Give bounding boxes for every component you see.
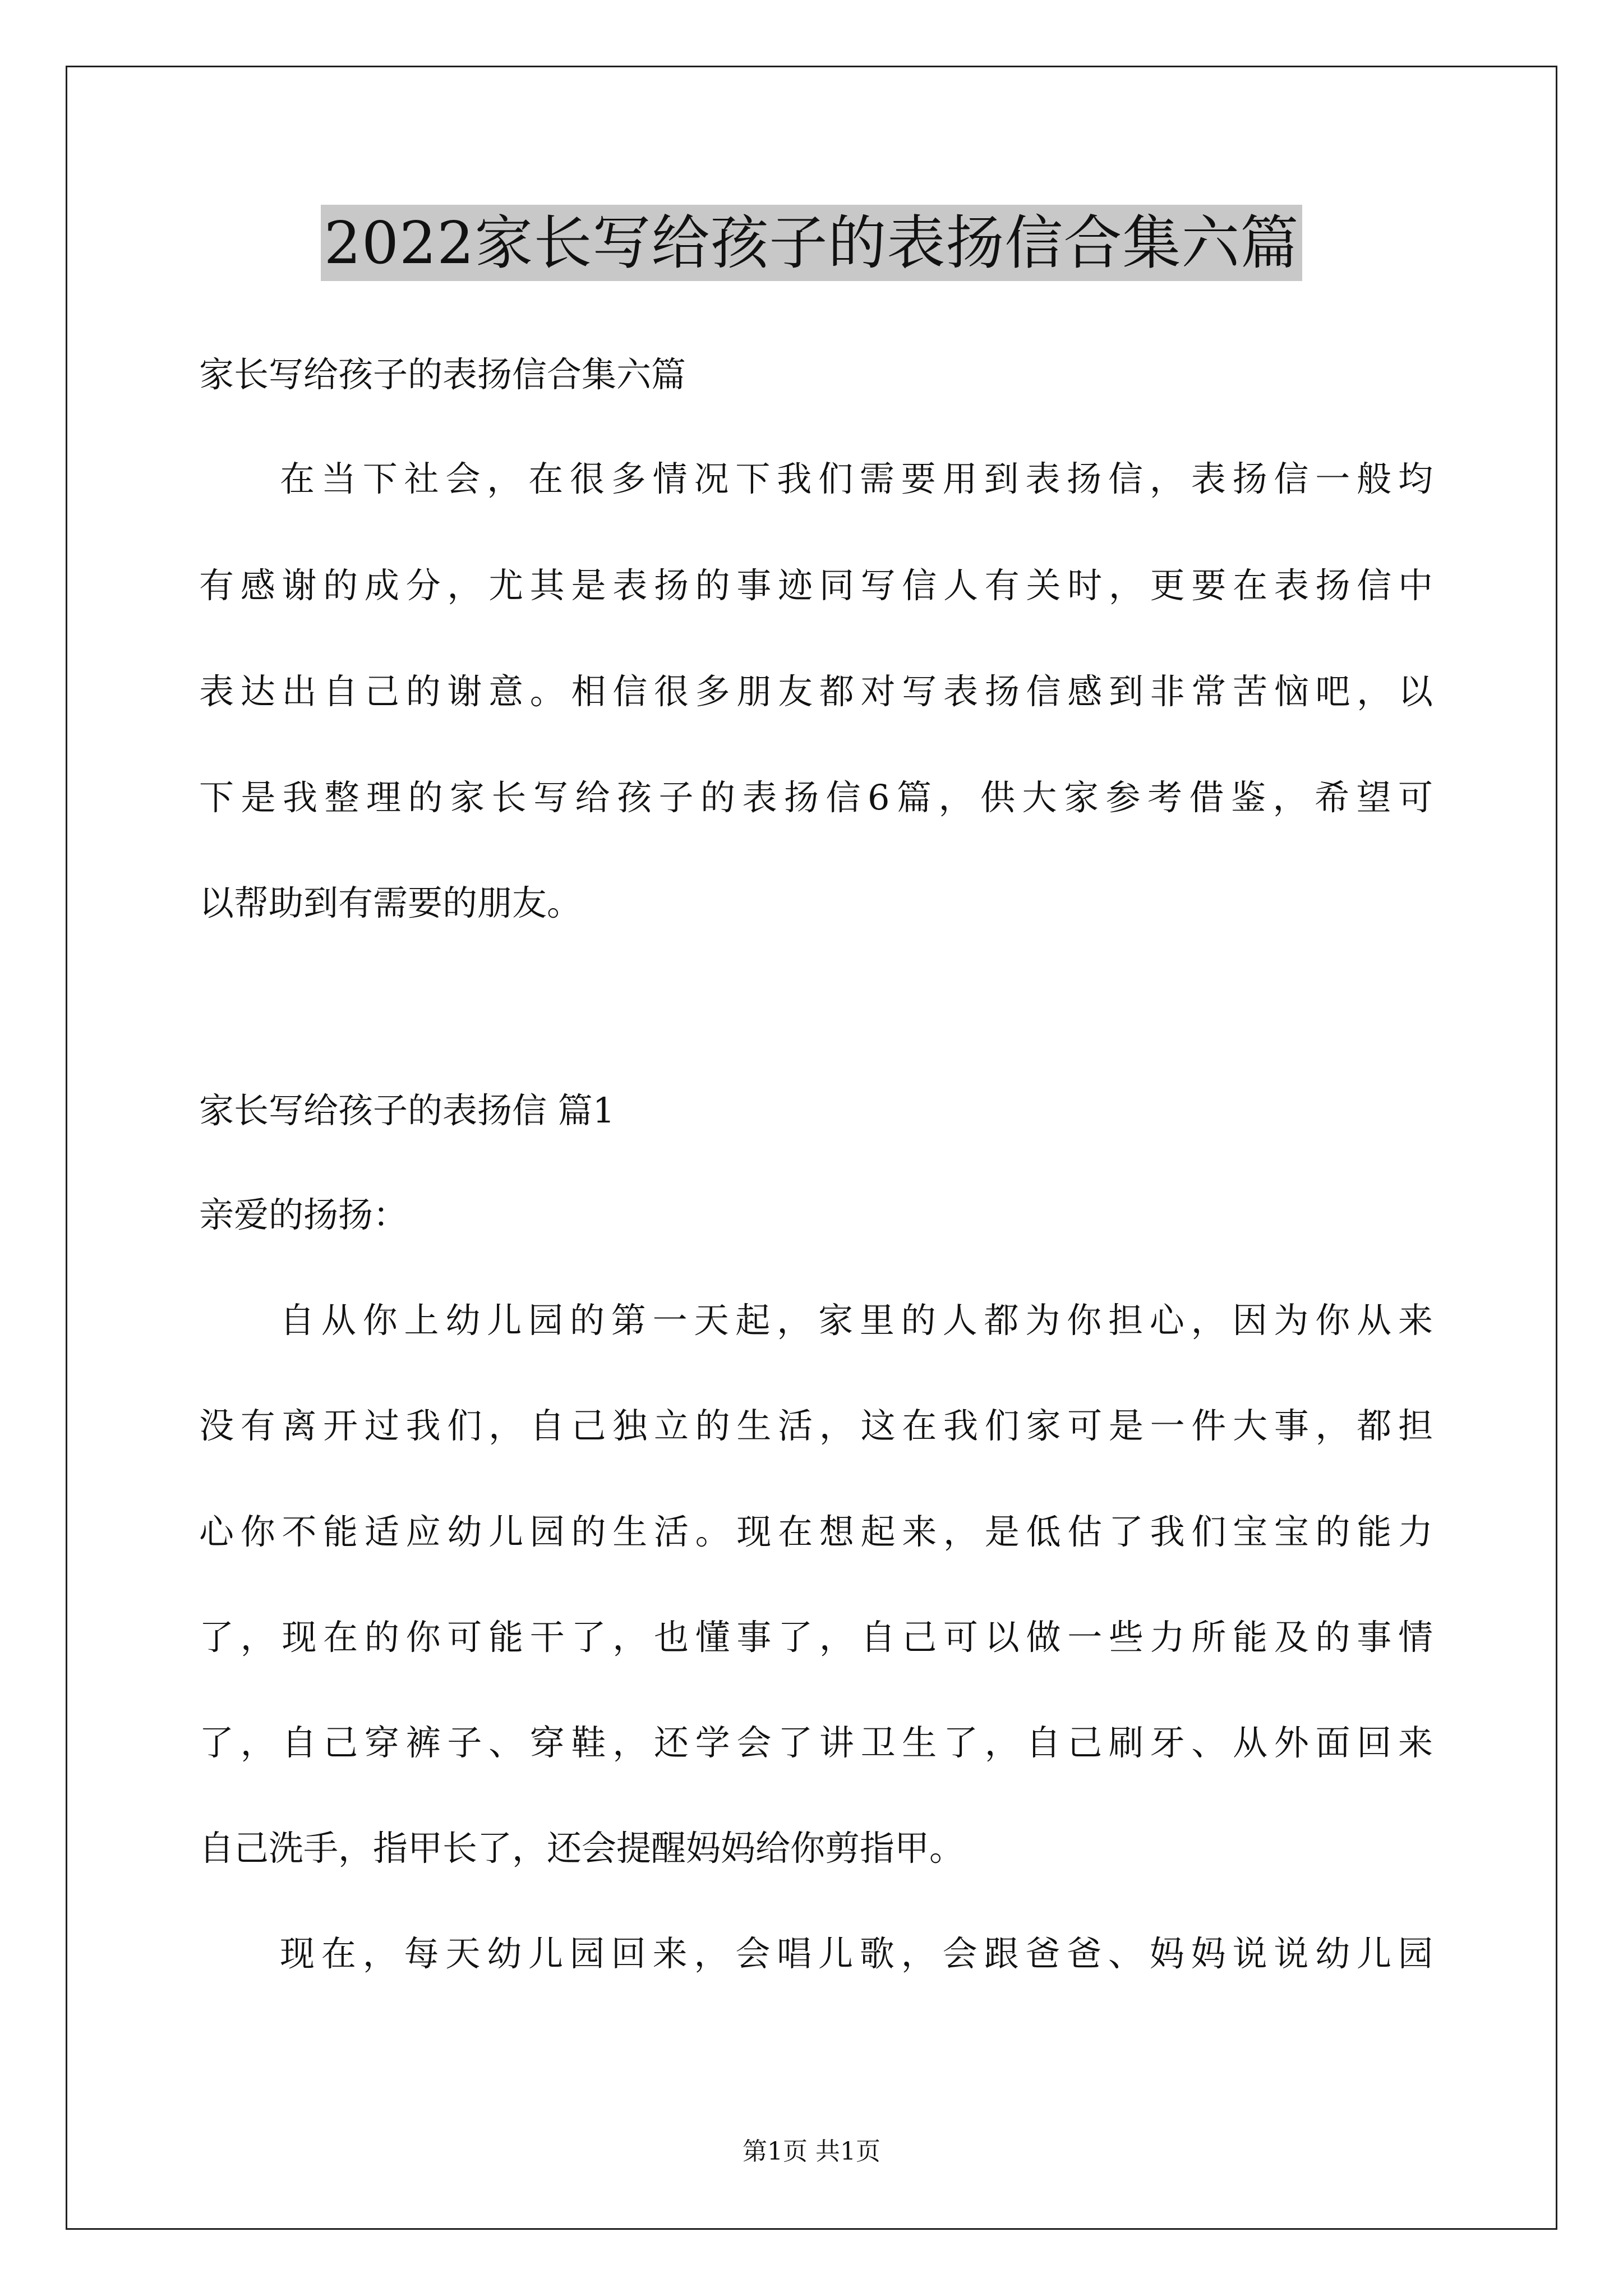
intro-line-1: 在当下社会，在很多情况下我们需要用到表扬信，表扬信一般均 [280, 458, 1433, 499]
salutation: 亲爱的扬扬： [199, 1194, 408, 1235]
document-title: 2022家长写给孩子的表扬信合集六篇 [321, 205, 1303, 281]
intro-line-4: 下是我整理的家长写给孩子的表扬信6篇，供大家参考借鉴，希望可 [199, 777, 1433, 818]
intro-line-5: 以帮助到有需要的朋友。 [199, 882, 582, 923]
paragraph1-line-6: 自己洗手，指甲长了，还会提醒妈妈给你剪指甲。 [199, 1828, 965, 1869]
page-number: 第1页 共1页 [743, 2137, 880, 2166]
intro-line-3: 表达出自己的谢意。相信很多朋友都对写表扬信感到非常苦恼吧，以 [199, 671, 1433, 712]
paragraph1-line-5: 了，自己穿裤子、穿鞋，还学会了讲卫生了，自己刷牙、从外面回来 [199, 1722, 1433, 1763]
title-container [0, 205, 1623, 281]
paragraph1-line-4: 了，现在的你可能干了，也懂事了，自己可以做一些力所能及的事情 [199, 1617, 1433, 1658]
paragraph1-line-3: 心你不能适应幼儿园的生活。现在想起来，是低估了我们宝宝的能力 [199, 1511, 1433, 1552]
document-subtitle: 家长写给孩子的表扬信合集六篇 [199, 354, 686, 395]
paragraph1-line-2: 没有离开过我们，自己独立的生活，这在我们家可是一件大事，都担 [199, 1405, 1433, 1446]
intro-line-2: 有感谢的成分，尤其是表扬的事迹同写信人有关时，更要在表扬信中 [199, 565, 1433, 606]
paragraph2-line-1: 现在，每天幼儿园回来，会唱儿歌，会跟爸爸、妈妈说说幼儿园 [280, 1933, 1433, 1974]
section-heading: 家长写给孩子的表扬信 篇1 [199, 1090, 615, 1131]
paragraph1-line-1: 自从你上幼儿园的第一天起，家里的人都为你担心，因为你从来 [280, 1300, 1433, 1341]
